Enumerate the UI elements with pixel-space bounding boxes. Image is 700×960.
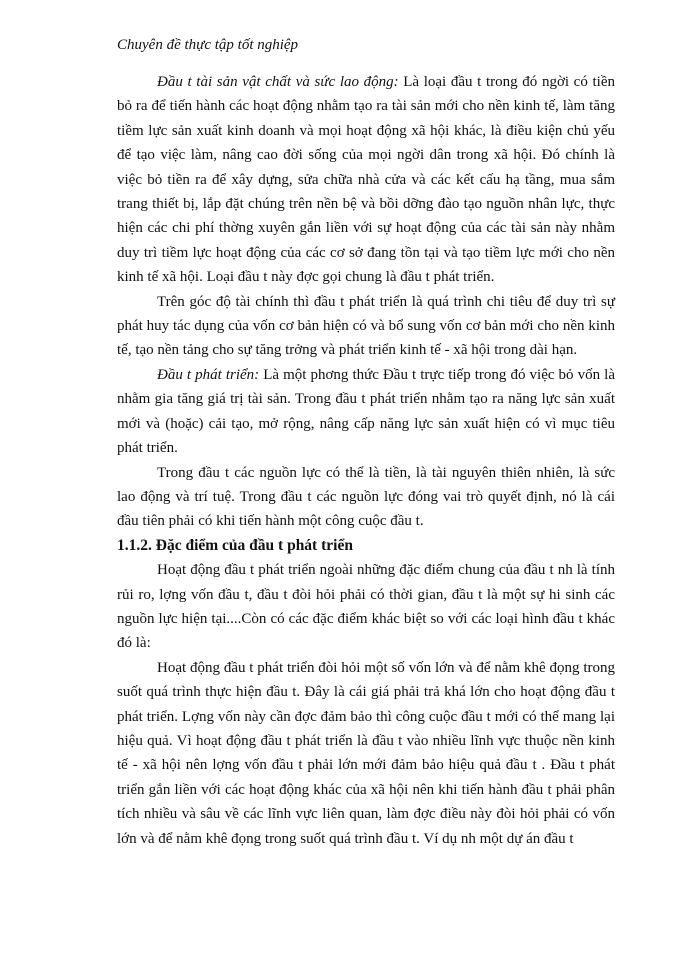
document-body xyxy=(117,70,615,851)
paragraph-tai-san-vat-chat xyxy=(117,70,615,290)
paragraph-nguon-luc xyxy=(117,461,615,534)
paragraph-von-lon: Hoạt động đầu t phát triển đòi hỏi một số vốn lớn và để nằm khê đọng trong suốt quá trình thực hiện đầu t. Đây là cái giá phải trả khá lớn cho hoạt động đầu t phát triển. Lợng vốn này cần đợc đảm bảo thì công cuộc đầu t mới có thể mang lại hiệu quả. Vì hoạt động đầu t phát triển là đầu t vào nhiều lĩnh vực thuộc nền kinh tế - xã hội nên lợng vốn đầu t phải lớn mới đảm bảo hiệu quả đầu t . Đầu t phát triển gắn liền với các hoạt động khác của xã hội nên khi tiến hành đầu t phải phân tích nhiều và sâu về các lĩnh vực liên quan, làm đợc điều này đòi hỏi phải có vốn lớn và để nằm khê đọng trong suốt quá trình đầu t. Ví dụ nh một dự án đầu t xyxy=(117,659,615,847)
paragraph-text: Trên góc độ tài chính thì đầu t phát triển là quá trình chi tiêu để duy trì sự phát huy tác dụng của vốn cơ bản hiện có và bổ sung vốn cơ bản mới cho nền kinh tế, tạo nền tảng cho sự tăng trởng và phát triển kinh tế - xã hội trong dài hạn. xyxy=(117,293,615,359)
paragraph-lead-italic: Đầu t phát triển: xyxy=(157,366,260,383)
running-header: Chuyên đề thực tập tốt nghiệp xyxy=(117,37,299,53)
section-heading: 1.1.2. Đặc điểm của đầu t phát triển xyxy=(117,536,353,554)
paragraph-text: Là một phơng thức Đầu t trực tiếp trong đó việc bỏ vốn là nhằm gia tăng giá trị tài sản. Trong đầu t phát triển nhằm tạo ra năng lực sản xuất mới và (hoặc) cải tạo, mở rộng, nâng cấp năng lực sản xuất hiện có vì mục tiêu phát triển. xyxy=(117,366,615,457)
paragraph-goc-do-tai-chinh xyxy=(117,290,615,363)
paragraph-dac-diem-chung: Hoạt động đầu t phát triển ngoài những đặc điểm chung của đầu t nh là tính rủi ro, lợng vốn đầu t, đầu t đòi hỏi phải có thời gian, đầu t là một sự hi sinh các nguồn lực hiện tại....Còn có các đặc điểm khác biệt so với các loại hình đầu t khác đó là: xyxy=(117,562,615,652)
paragraph-dau-tu-phat-trien xyxy=(117,363,615,461)
paragraph-text: Trong đầu t các nguồn lực có thể là tiền, là tài nguyên thiên nhiên, là sức lao động và trí tuệ. Trong đầu t các nguồn lực đóng vai trò quyết định, nó là cái đầu tiên phải có khi tiến hành một công cuộc đầu t. xyxy=(117,464,615,530)
paragraph-text: Là loại đầu t trong đó ngời có tiền bỏ ra để tiến hành các hoạt động nhằm tạo ra tài sản mới cho nền kinh tế, làm tăng tiềm lực sản xuất kinh doanh và mọi hoạt động xã hội khác, là điều kiện chủ yếu để tạo việc làm, nâng cao đời sống của mọi ngời dân trong xã hội. Đó chính là việc bỏ tiền ra để xây dựng, sửa chữa nhà cửa và các kết cấu hạ tầng, mua sắm trang thiết bị, lắp đặt chúng trên nền bệ và bồi dỡng đào tạo nguồn nhân lực, thực hiện các chi phí thờng xuyên gắn liền với sự hoạt động của các tài sản này nhằm duy trì tiềm lực hoạt động của các cơ sở đang tồn tại và tạo tiềm lực mới cho nền kinh tế xã hội. Loại đầu t này đợc gọi chung là đầu t phát triển. xyxy=(117,74,615,286)
paragraph-lead-italic: Đầu t tài sản vật chất và sức lao động: xyxy=(157,74,399,90)
